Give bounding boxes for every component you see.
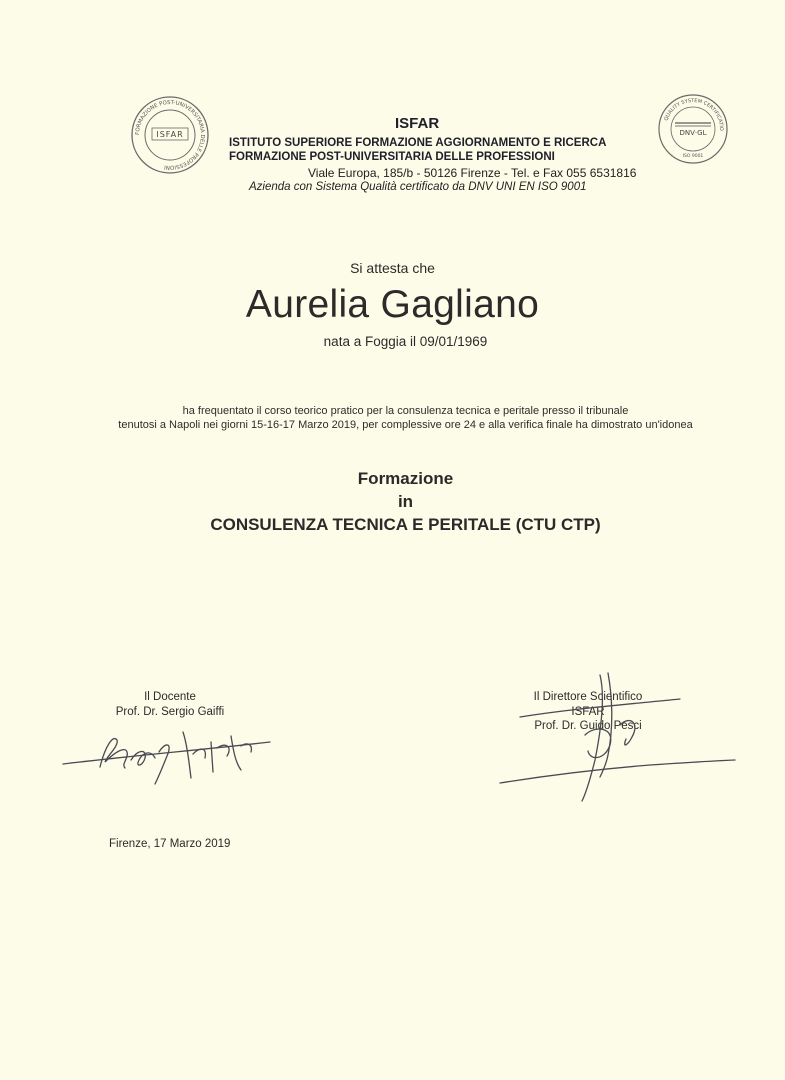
svg-text:QUALITY SYSTEM CERTIFICATION: QUALITY SYSTEM CERTIFICATIO xyxy=(663,97,725,131)
svg-text:ISFAR: ISFAR xyxy=(156,130,184,139)
teacher-name: Prof. Dr. Sergio Gaiffi xyxy=(115,705,225,718)
isfar-seal xyxy=(130,95,210,175)
attesta-text: Si attesta che xyxy=(350,260,435,276)
course-heading-formazione: Formazione xyxy=(357,469,454,488)
recipient-name: Aurelia Gagliano xyxy=(245,283,540,326)
svg-text:DNV·GL: DNV·GL xyxy=(679,129,707,137)
org-short-name: ISFAR xyxy=(395,115,440,132)
svg-text:FORMAZIONE POST-UNIVERSITARIA: FORMAZIONE POST-UNIVERSITARIA DELLE PROFESSIONI xyxy=(134,99,206,171)
issue-date: Firenze, 17 Marzo 2019 xyxy=(109,838,231,850)
director-name: Prof. Dr. Guido Pesci xyxy=(534,720,642,732)
course-description-line-1: ha frequentato il corso teorico pratico per la consulenza tecnica e peritale presso il tribunale xyxy=(182,405,629,417)
director-org: ISFAR xyxy=(571,705,605,718)
course-description-line-2: tenutosi a Napoli nei giorni 15-16-17 Marzo 2019, per complessive ore 24 e alla verifica finale ha dimostrato un'idonea xyxy=(118,419,693,431)
org-address: Viale Europa, 185/b - 50126 Firenze - Tel. e Fax 055 6531816 xyxy=(308,166,637,180)
org-subtitle: FORMAZIONE POST-UNIVERSITARIA DELLE PROFESSIONI xyxy=(229,151,555,163)
svg-text:ISO 9001: ISO 9001 xyxy=(682,154,704,159)
quality-statement: Azienda con Sistema Qualità certificato da DNV UNI EN ISO 9001 xyxy=(249,181,587,193)
teacher-role: Il Docente xyxy=(144,691,196,703)
course-heading-in: in xyxy=(397,492,414,511)
director-handwritten-signature xyxy=(490,665,740,805)
director-role: Il Direttore Scientifico xyxy=(533,691,643,703)
birth-info: nata a Foggia il 09/01/1969 xyxy=(323,334,488,349)
course-title: CONSULENZA TECNICA E PERITALE (CTU CTP) xyxy=(210,515,601,534)
teacher-handwritten-signature xyxy=(55,712,285,792)
org-full-name: ISTITUTO SUPERIORE FORMAZIONE AGGIORNAMENTO E RICERCA xyxy=(229,137,607,149)
dnv-gl-certification-seal xyxy=(657,93,729,165)
